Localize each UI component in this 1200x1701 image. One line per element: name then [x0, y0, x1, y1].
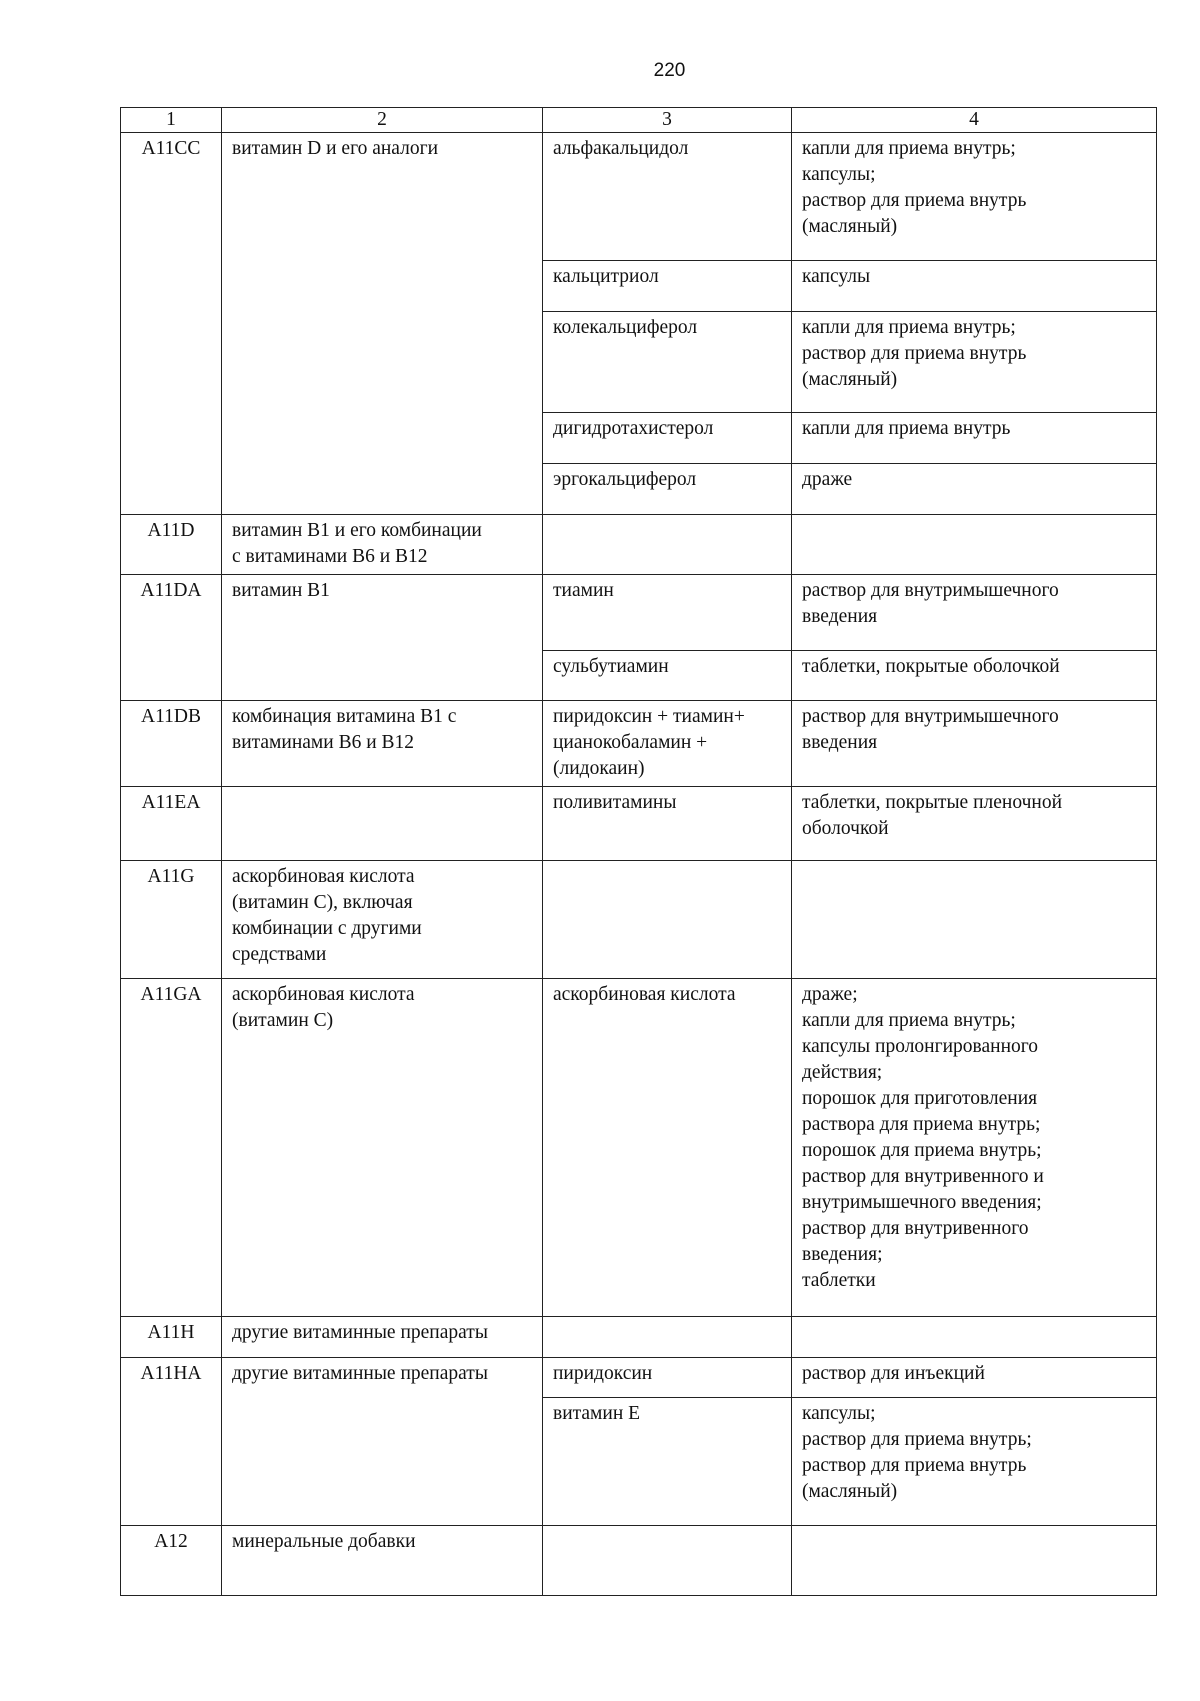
drug-name-cell: [543, 1526, 792, 1596]
dosage-form-cell: [792, 1526, 1157, 1596]
dosage-form-cell: капсулы: [792, 261, 1157, 312]
dosage-form-cell: таблетки, покрытые оболочкой: [792, 651, 1157, 701]
dosage-form-cell: [792, 515, 1157, 575]
drug-name-cell: тиамин: [543, 575, 792, 651]
dosage-form-cell: раствор для внутримышечного введения: [792, 575, 1157, 651]
drug-name-cell: кальцитриол: [543, 261, 792, 312]
atc-group-cell: витамин B1: [222, 575, 543, 701]
table-row: [121, 979, 1157, 1317]
drug-table: [120, 107, 1157, 1596]
dosage-form-cell: раствор для внутримышечного введения: [792, 701, 1157, 787]
atc-group-cell: другие витаминные препараты: [222, 1358, 543, 1526]
atc-code-cell: A11HA: [121, 1358, 222, 1526]
column-header-3: 3: [543, 108, 792, 133]
atc-code-cell: A12: [121, 1526, 222, 1596]
drug-name-cell: пиридоксин: [543, 1358, 792, 1398]
drug-name-cell: дигидротахистерол: [543, 413, 792, 464]
table-row: [121, 787, 1157, 861]
table-row: [121, 133, 1157, 261]
atc-code-cell: A11D: [121, 515, 222, 575]
dosage-form-cell: капли для приема внутрь; раствор для приема внутрь (масляный): [792, 312, 1157, 413]
atc-group-cell: минеральные добавки: [222, 1526, 543, 1596]
atc-group-cell: аскорбиновая кислота (витамин C), включая комбинации с другими средствами: [222, 861, 543, 979]
drug-name-cell: поливитамины: [543, 787, 792, 861]
drug-name-cell: витамин E: [543, 1398, 792, 1526]
atc-code-cell: A11GA: [121, 979, 222, 1317]
drug-name-cell: альфакальцидол: [543, 133, 792, 261]
table-row: [121, 861, 1157, 979]
column-header-1: 1: [121, 108, 222, 133]
dosage-form-cell: драже; капли для приема внутрь; капсулы пролонгированного действия; порошок для приготовления раствора для приема внутрь; порошок для приема внутрь; раствор для внутривенного и внутримышечного введения; раствор для внутривенного введения; таблетки: [792, 979, 1157, 1317]
atc-group-cell: аскорбиновая кислота (витамин C): [222, 979, 543, 1317]
atc-code-cell: A11H: [121, 1317, 222, 1358]
drug-name-cell: [543, 515, 792, 575]
column-header-4: 4: [792, 108, 1157, 133]
table-row: [121, 1358, 1157, 1398]
drug-name-cell: пиридоксин + тиамин+ цианокобаламин + (лидокаин): [543, 701, 792, 787]
drug-name-cell: колекальциферол: [543, 312, 792, 413]
dosage-form-cell: капли для приема внутрь: [792, 413, 1157, 464]
table-row: [121, 701, 1157, 787]
atc-group-cell: витамин D и его аналоги: [222, 133, 543, 515]
table-row: [121, 575, 1157, 651]
dosage-form-cell: таблетки, покрытые пленочной оболочкой: [792, 787, 1157, 861]
table-row: [121, 515, 1157, 575]
dosage-form-cell: драже: [792, 464, 1157, 515]
dosage-form-cell: раствор для инъекций: [792, 1358, 1157, 1398]
table-row: [121, 1317, 1157, 1358]
drug-name-cell: сульбутиамин: [543, 651, 792, 701]
drug-name-cell: [543, 861, 792, 979]
atc-code-cell: A11EA: [121, 787, 222, 861]
dosage-form-cell: капсулы; раствор для приема внутрь; раствор для приема внутрь (масляный): [792, 1398, 1157, 1526]
atc-group-cell: [222, 787, 543, 861]
dosage-form-cell: [792, 1317, 1157, 1358]
atc-group-cell: комбинация витамина B1 с витаминами B6 и B12: [222, 701, 543, 787]
atc-group-cell: витамин B1 и его комбинации с витаминами B6 и B12: [222, 515, 543, 575]
atc-group-cell: другие витаминные препараты: [222, 1317, 543, 1358]
drug-name-cell: [543, 1317, 792, 1358]
drug-name-cell: аскорбиновая кислота: [543, 979, 792, 1317]
dosage-form-cell: капли для приема внутрь; капсулы; раствор для приема внутрь (масляный): [792, 133, 1157, 261]
column-header-2: 2: [222, 108, 543, 133]
table-row: [121, 1526, 1157, 1596]
drug-name-cell: эргокальциферол: [543, 464, 792, 515]
table-header-row: [121, 108, 1157, 133]
atc-code-cell: A11DA: [121, 575, 222, 701]
atc-code-cell: A11G: [121, 861, 222, 979]
atc-code-cell: A11CC: [121, 133, 222, 515]
page-number: 220: [653, 60, 686, 81]
atc-code-cell: A11DB: [121, 701, 222, 787]
dosage-form-cell: [792, 861, 1157, 979]
